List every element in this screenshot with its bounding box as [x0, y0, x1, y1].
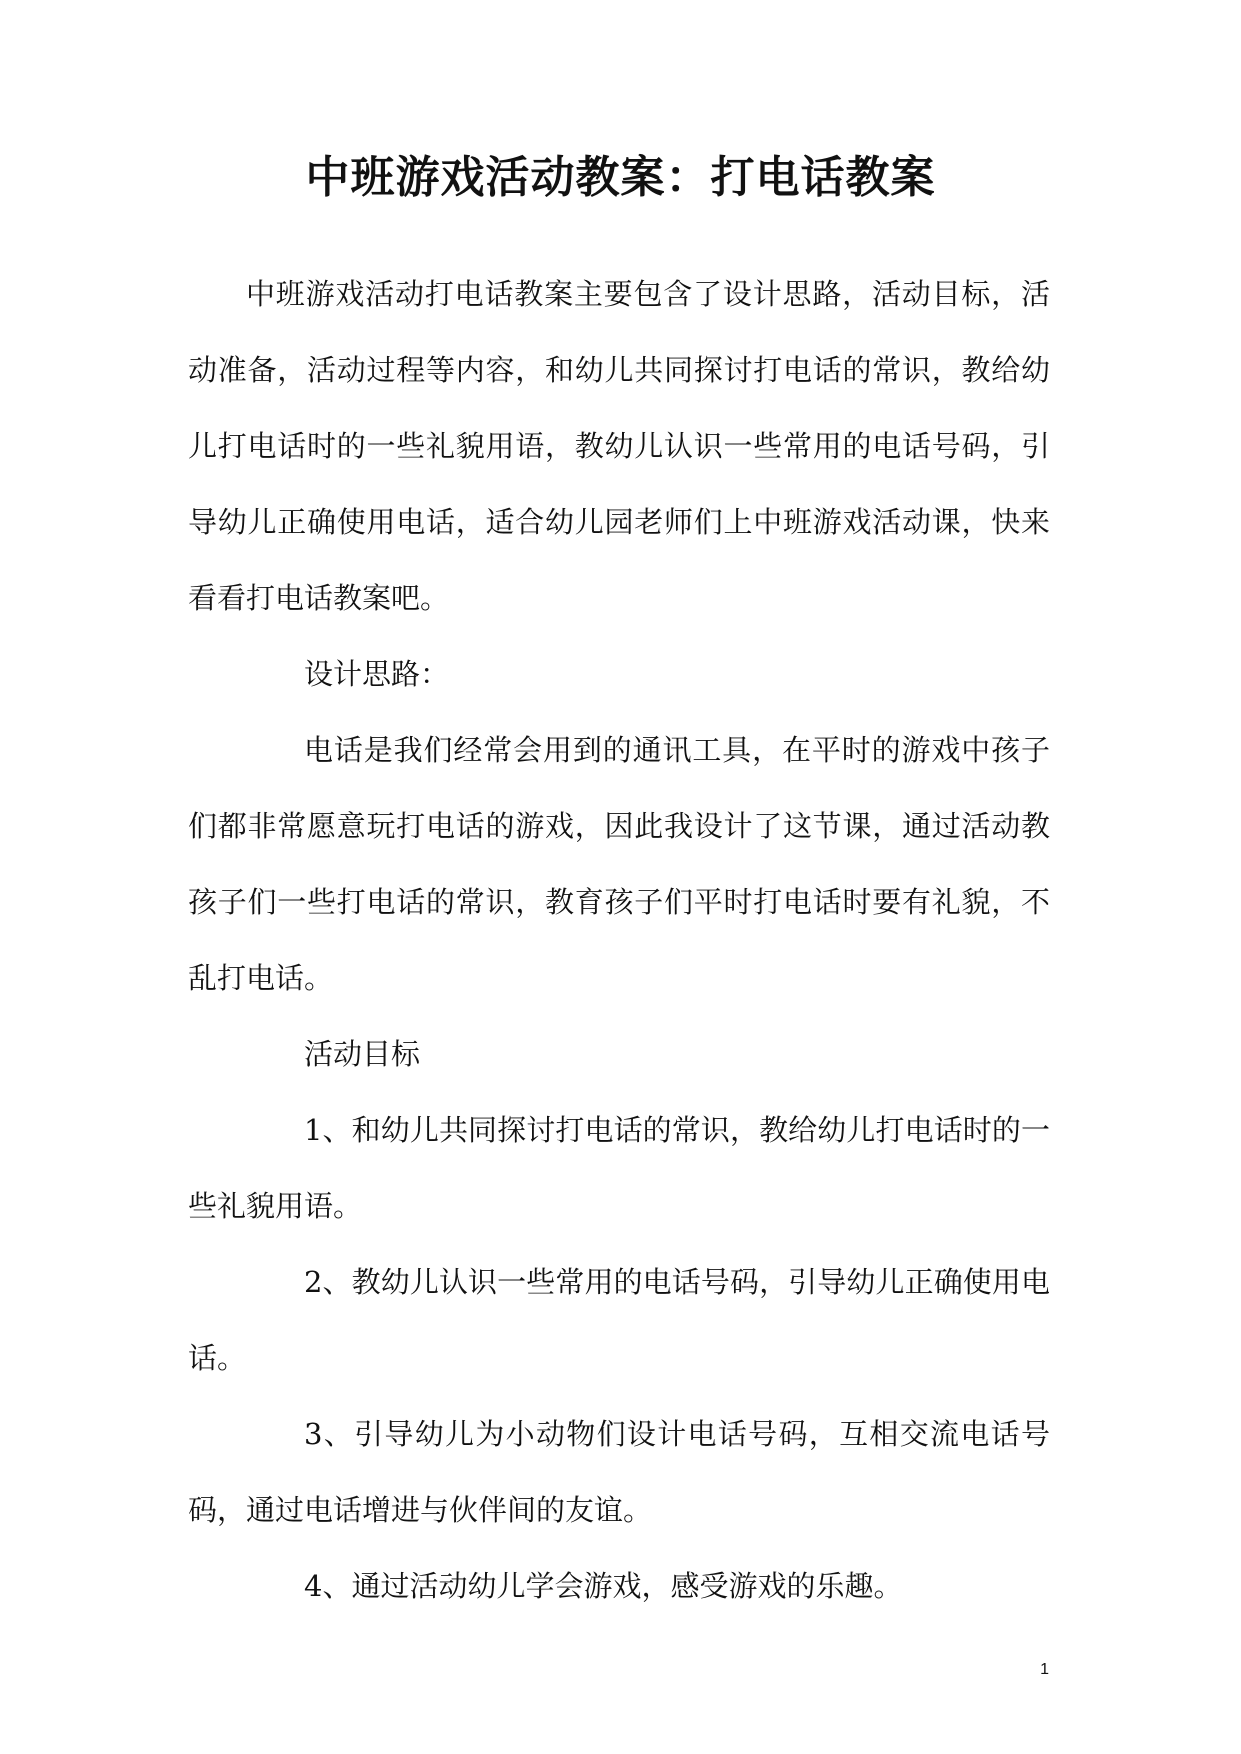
goal-item-2: 2、教幼儿认识一些常用的电话号码，引导幼儿正确使用电话。 — [188, 1265, 1050, 1375]
goal-item-3: 3、引导幼儿为小动物们设计电话号码，互相交流电话号码，通过电话增进与伙伴间的友谊。 — [188, 1417, 1050, 1527]
page-number: 1 — [1040, 1661, 1049, 1678]
goal-item-4: 4、通过活动幼儿学会游戏，感受游戏的乐趣。 — [304, 1569, 903, 1603]
goal-item-1: 1、和幼儿共同探讨打电话的常识，教给幼儿打电话时的一些礼貌用语。 — [188, 1113, 1050, 1223]
document-title: 中班游戏活动教案：打电话教案 — [305, 152, 936, 203]
section-heading-design-idea: 设计思路： — [304, 657, 450, 691]
section-heading-activity-goals: 活动目标 — [304, 1037, 421, 1071]
intro-paragraph: 中班游戏活动打电话教案主要包含了设计思路，活动目标，活动准备，活动过程等内容，和幼儿共同探讨打电话的常识，教给幼儿打电话时的一些礼貌用语，教幼儿认识一些常用的电话号码，引导幼儿正确使用电话，适合幼儿园老师们上中班游戏活动课，快来看看打电话教案吧。 — [188, 277, 1050, 615]
design-idea-paragraph: 电话是我们经常会用到的通讯工具，在平时的游戏中孩子们都非常愿意玩打电话的游戏，因此我设计了这节课，通过活动教孩子们一些打电话的常识，教育孩子们平时打电话时要有礼貌，不乱打电话。 — [188, 733, 1050, 995]
document-body — [188, 256, 1050, 1624]
